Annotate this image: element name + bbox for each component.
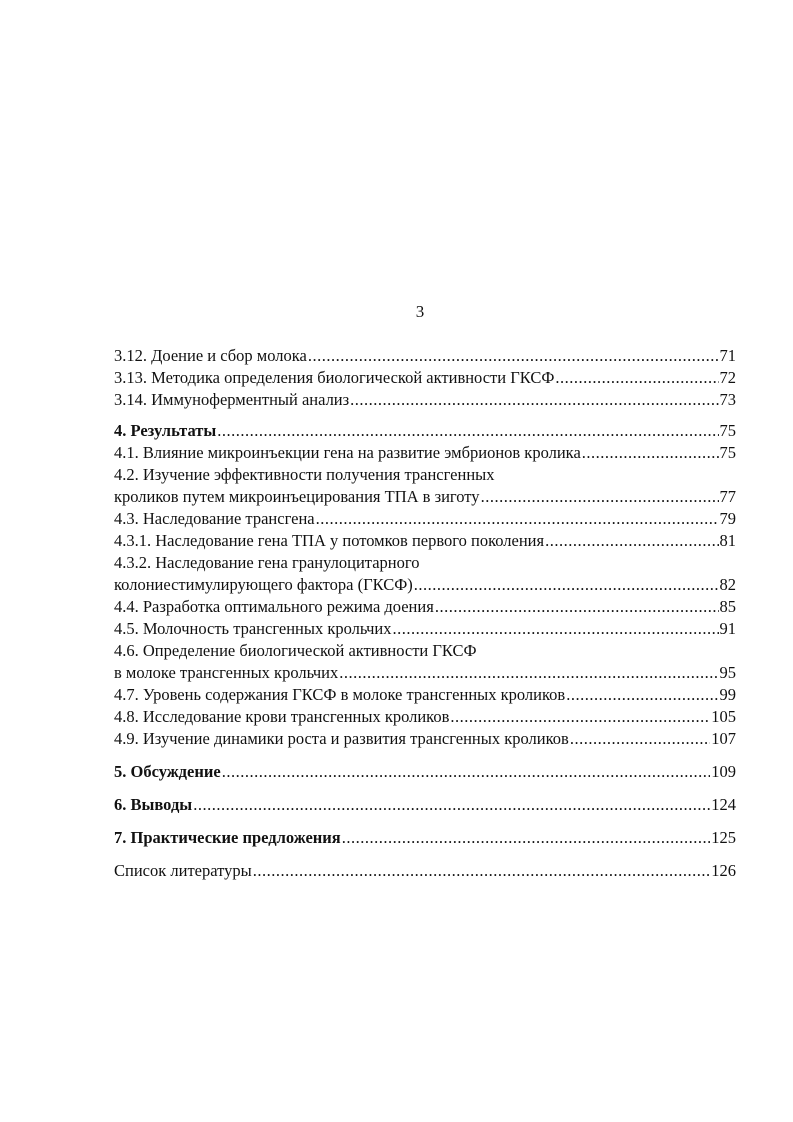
toc-heading-discussion[interactable] [114, 761, 736, 783]
toc-entry-title: 4. Результаты [114, 421, 217, 440]
dot-leader [450, 706, 710, 728]
toc-entry-title: 4.5. Молочность трансгенных крольчих [114, 619, 392, 638]
dot-leader [339, 662, 718, 684]
toc-entry-page: 107 [711, 729, 736, 748]
dot-leader [217, 420, 718, 442]
toc-entry-title: 3.13. Методика определения биологической активности ГКСФ [114, 368, 555, 387]
toc-entry-page: 82 [719, 575, 736, 594]
toc-heading-results[interactable] [114, 420, 736, 442]
toc-entry-3-14[interactable] [114, 389, 736, 411]
toc-entry-title: 6. Выводы [114, 795, 193, 814]
toc-entry-3-13[interactable] [114, 367, 736, 389]
toc-entry-page: 71 [719, 346, 736, 365]
toc-entry-4-7[interactable] [114, 684, 736, 706]
dot-leader [350, 389, 718, 411]
toc-entry-page: 124 [711, 795, 736, 814]
toc-entry-page: 95 [719, 663, 736, 682]
toc-entry-page: 72 [719, 368, 736, 387]
dot-leader [193, 794, 710, 816]
toc-entry-page: 126 [711, 861, 736, 880]
toc-entry-title: 4.4. Разработка оптимального режима доения [114, 597, 434, 616]
toc-entry-4-9[interactable] [114, 728, 736, 750]
toc-entry-4-6[interactable] [114, 640, 736, 684]
toc-heading-practical-proposals[interactable] [114, 827, 736, 849]
toc-entry-page: 73 [719, 390, 736, 409]
toc-entry-page: 99 [719, 685, 736, 704]
toc-entry-title: 4.7. Уровень содержания ГКСФ в молоке трансгенных кроликов [114, 685, 566, 704]
toc-entry-title: 7. Практические предложения [114, 828, 341, 847]
toc-entry-title: 3.14. Иммуноферментный анализ [114, 390, 350, 409]
dot-leader [316, 508, 719, 530]
toc-heading-conclusions[interactable] [114, 794, 736, 816]
toc-entry-title: 4.1. Влияние микроинъекции гена на развитие эмбрионов кролика [114, 443, 581, 462]
dot-leader [582, 442, 719, 464]
toc-entry-title: 4.9. Изучение динамики роста и развития трансгенных кроликов [114, 729, 569, 748]
toc-entry-page: 79 [719, 509, 736, 528]
dot-leader [253, 860, 711, 882]
toc-entry-4-4[interactable] [114, 596, 736, 618]
dot-leader [308, 345, 719, 367]
toc-entry-title: 3.12. Доение и сбор молока [114, 346, 307, 365]
toc-entry-references[interactable] [114, 860, 736, 882]
toc-entry-4-3[interactable] [114, 508, 736, 530]
dot-leader [481, 486, 719, 508]
page-number: 3 [415, 302, 425, 321]
toc-entry-title: Список литературы [114, 861, 252, 880]
toc-entry-title: кроликов путем микроинъецирования ТПА в зиготу [114, 487, 480, 506]
toc-entry-3-12[interactable] [114, 345, 736, 367]
dot-leader [342, 827, 711, 849]
dot-leader [414, 574, 719, 596]
toc-entry-page: 75 [719, 421, 736, 440]
toc-entry-page: 75 [719, 443, 736, 462]
toc-entry-title-line: 4.2. Изучение эффективности получения трансгенных [114, 465, 495, 484]
table-of-contents [114, 345, 736, 882]
dot-leader [555, 367, 718, 389]
toc-entry-4-3-2[interactable] [114, 552, 736, 596]
dot-leader [566, 684, 718, 706]
toc-entry-page: 77 [719, 487, 736, 506]
toc-entry-4-8[interactable] [114, 706, 736, 728]
toc-entry-title: 4.8. Исследование крови трансгенных кроликов [114, 707, 450, 726]
toc-entry-page: 109 [711, 762, 736, 781]
toc-entry-page: 81 [719, 531, 736, 550]
toc-entry-4-3-1[interactable] [114, 530, 736, 552]
toc-entry-page: 91 [719, 619, 736, 638]
dot-leader [545, 530, 718, 552]
toc-entry-4-2[interactable] [114, 464, 736, 508]
toc-entry-title: 4.3. Наследование трансгена [114, 509, 315, 528]
toc-entry-title: 5. Обсуждение [114, 762, 221, 781]
toc-entry-page: 105 [711, 707, 736, 726]
toc-entry-title-line: 4.3.2. Наследование гена гранулоцитарного [114, 553, 420, 572]
dot-leader [570, 728, 710, 750]
toc-entry-page: 125 [711, 828, 736, 847]
toc-entry-title: в молоке трансгенных крольчих [114, 663, 339, 682]
toc-entry-title: колониестимулирующего фактора (ГКСФ) [114, 575, 413, 594]
toc-entry-title-line: 4.6. Определение биологической активности ГКСФ [114, 641, 477, 660]
toc-entry-4-5[interactable] [114, 618, 736, 640]
toc-entry-4-1[interactable] [114, 442, 736, 464]
toc-entry-title: 4.3.1. Наследование гена ТПА у потомков первого поколения [114, 531, 545, 550]
dot-leader [393, 618, 719, 640]
dot-leader [435, 596, 719, 618]
toc-entry-page: 85 [719, 597, 736, 616]
dot-leader [222, 761, 711, 783]
